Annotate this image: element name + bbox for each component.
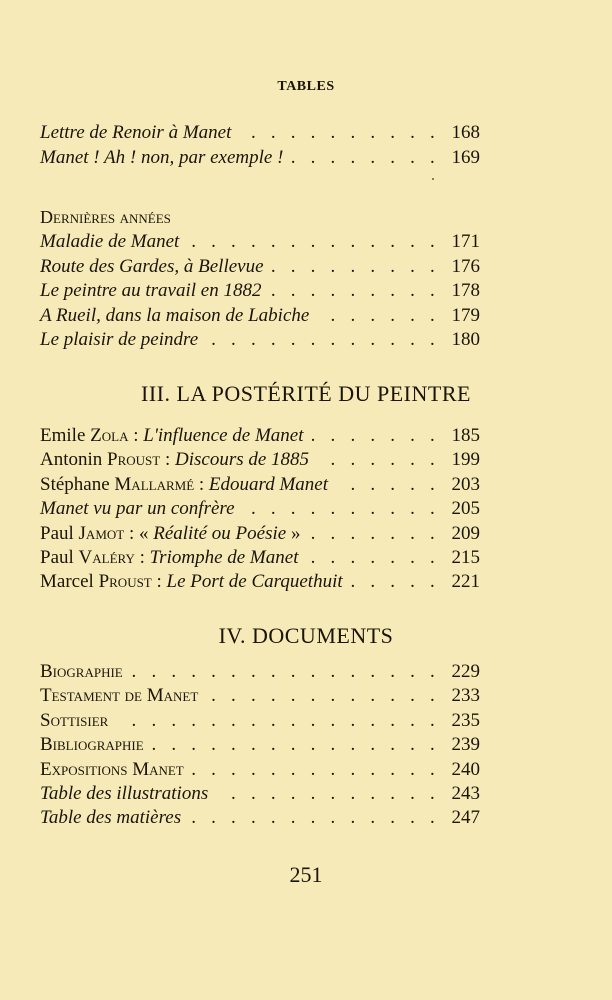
toc-entry-title-part: : bbox=[194, 473, 209, 495]
toc-entry bbox=[40, 328, 480, 352]
toc-entry-title-part: Bibliographie bbox=[40, 734, 144, 756]
toc-entry-title-part: Biographie bbox=[40, 661, 123, 682]
part-heading-posterite: III. LA POSTÉRITÉ DU PEINTRE bbox=[141, 381, 471, 406]
toc-entry-title-part: : bbox=[151, 571, 167, 593]
dot-leader bbox=[336, 473, 440, 497]
dot-leader bbox=[189, 806, 440, 830]
dot-leader bbox=[269, 279, 440, 303]
dot-leader bbox=[317, 448, 440, 472]
toc-entry-title-part: Jamot bbox=[78, 522, 125, 544]
dot-leader bbox=[206, 684, 440, 708]
toc-entry-page-number: 176 bbox=[451, 255, 480, 277]
toc-entry-title-part: Antonin bbox=[40, 449, 108, 471]
toc-entry-title-part: Discours de 1885 bbox=[175, 449, 310, 471]
toc-entry-page-number: 243 bbox=[451, 783, 480, 804]
toc-entry bbox=[40, 230, 480, 254]
toc-entry-page-number: 199 bbox=[451, 449, 480, 471]
section-heading-dernieres-annees: Dernières années bbox=[40, 207, 171, 227]
dot-leader bbox=[243, 497, 440, 521]
toc-entry bbox=[40, 473, 480, 497]
toc-entry-title-part: Triomphe de Manet bbox=[149, 547, 299, 568]
toc-entry-page-number: 203 bbox=[451, 473, 480, 495]
toc-entry-title-part: Valéry bbox=[78, 547, 135, 568]
toc-entry-title bbox=[40, 146, 283, 170]
dot-leader bbox=[306, 546, 440, 570]
toc-entry-title-part: : bbox=[160, 449, 175, 471]
toc-entry-page-number: 240 bbox=[451, 758, 480, 780]
toc-entry-title bbox=[40, 473, 328, 497]
toc-entry bbox=[40, 448, 480, 472]
toc-entry-title-part: Paul bbox=[40, 547, 79, 568]
dot-leader bbox=[152, 733, 440, 757]
toc-entry-title-part: : bbox=[134, 547, 150, 568]
dot-leader bbox=[312, 424, 441, 448]
toc-entry bbox=[40, 546, 480, 570]
toc-entry-title-part: Stéphane bbox=[40, 473, 115, 495]
toc-entry-title-part: Testament de Manet bbox=[40, 685, 199, 707]
toc-entry bbox=[40, 806, 480, 830]
toc-entry-title bbox=[40, 522, 300, 546]
toc-entry-page-number: 205 bbox=[451, 498, 480, 520]
toc-entry-title-part: Paul bbox=[40, 522, 79, 544]
toc-entry-title-part: Marcel bbox=[40, 571, 99, 593]
toc-entry-title-part: : « bbox=[124, 522, 154, 544]
toc-entry-title bbox=[40, 279, 261, 303]
toc-entry-title bbox=[40, 328, 198, 352]
toc-entry-title bbox=[40, 121, 231, 145]
toc-entry-title-part: Table des matières bbox=[40, 807, 182, 829]
toc-entry bbox=[40, 279, 480, 303]
toc-entry-title bbox=[40, 230, 179, 254]
toc-entry-title bbox=[40, 660, 123, 684]
ornament-dot bbox=[432, 178, 434, 180]
dot-leader bbox=[131, 660, 440, 684]
toc-entry-title-part: Manet vu par un confrère bbox=[40, 498, 235, 520]
toc-entry-title-part: Le Port de Carquethuit bbox=[166, 571, 343, 593]
toc-entry-title bbox=[40, 782, 208, 806]
dot-leader bbox=[192, 758, 440, 782]
toc-entry bbox=[40, 733, 480, 757]
dot-leader bbox=[216, 782, 440, 806]
toc-entry-title-part: Table des illustrations bbox=[40, 783, 209, 804]
toc-entry-page-number: 229 bbox=[451, 661, 480, 682]
toc-entry-page-number: 168 bbox=[451, 122, 480, 143]
toc-entry-title bbox=[40, 304, 309, 328]
toc-entry-title bbox=[40, 806, 181, 830]
toc-entry-title-part: Edouard Manet bbox=[208, 473, 329, 495]
page-number: 251 bbox=[289, 862, 323, 887]
toc-entry-page-number: 215 bbox=[451, 547, 480, 568]
toc-entry-title bbox=[40, 570, 343, 594]
toc-entry-title bbox=[40, 448, 309, 472]
toc-entry bbox=[40, 684, 480, 708]
toc-entry-title bbox=[40, 424, 304, 448]
dot-leader bbox=[317, 304, 440, 328]
toc-entry bbox=[40, 570, 480, 594]
toc-entry-title-part: Réalité ou Poésie bbox=[153, 522, 287, 544]
toc-entry-title-part: Manet ! Ah ! non, par exemple ! bbox=[40, 146, 284, 168]
toc-entry-title bbox=[40, 546, 298, 570]
toc-entry bbox=[40, 522, 480, 546]
toc-entry-page-number: 185 bbox=[451, 425, 480, 446]
toc-entry-title-part: Route des Gardes, à Bellevue bbox=[40, 255, 264, 277]
toc-entry-title bbox=[40, 497, 235, 521]
dot-leader bbox=[351, 570, 440, 594]
toc-entry-title-part: Mallarmé bbox=[114, 473, 195, 495]
dot-leader bbox=[308, 522, 440, 546]
toc-entry-title bbox=[40, 709, 108, 733]
dot-leader bbox=[206, 328, 440, 352]
toc-entry-page-number: 178 bbox=[451, 280, 480, 301]
toc-entry-title-part: » bbox=[286, 522, 301, 544]
toc-entry-title-part: Proust bbox=[98, 571, 152, 593]
toc-entry-page-number: 169 bbox=[451, 146, 480, 168]
toc-entry bbox=[40, 660, 480, 684]
dot-leader bbox=[272, 255, 440, 279]
running-head: TABLES bbox=[277, 79, 335, 94]
toc-entry bbox=[40, 758, 480, 782]
toc-entry-title bbox=[40, 758, 184, 782]
part-heading-documents: IV. DOCUMENTS bbox=[218, 623, 394, 648]
toc-entry-page-number: 171 bbox=[451, 231, 480, 252]
toc-entry-title-part: L'influence de Manet bbox=[143, 425, 304, 446]
toc-entry-title-part: Sottisier bbox=[40, 709, 109, 731]
dot-leader bbox=[116, 709, 440, 733]
toc-entry-title-part: Emile bbox=[40, 425, 91, 446]
toc-entry-title-part: : bbox=[128, 425, 144, 446]
toc-entry bbox=[40, 304, 480, 328]
toc-entry-title-part: Proust bbox=[107, 449, 161, 471]
toc-entry-title-part: Le peintre au travail en 1882 bbox=[40, 280, 262, 301]
toc-entry bbox=[40, 424, 480, 448]
toc-entry-page-number: 221 bbox=[451, 571, 480, 593]
toc-entry-title bbox=[40, 684, 198, 708]
toc-entry-page-number: 179 bbox=[451, 304, 480, 326]
toc-entry bbox=[40, 709, 480, 733]
toc-entry-title-part: Maladie de Manet bbox=[40, 231, 180, 252]
toc-entry-page-number: 235 bbox=[451, 709, 480, 731]
toc-entry-page-number: 233 bbox=[451, 685, 480, 707]
toc-entry bbox=[40, 782, 480, 806]
toc-entry-title-part: A Rueil, dans la maison de Labiche bbox=[40, 304, 310, 326]
toc-entry-page-number: 239 bbox=[451, 734, 480, 756]
toc-entry bbox=[40, 255, 480, 279]
toc-entry-page-number: 180 bbox=[451, 329, 480, 350]
toc-entry-title bbox=[40, 255, 264, 279]
dot-leader bbox=[291, 146, 440, 170]
toc-entry-title-part: Expositions Manet bbox=[40, 758, 184, 780]
dot-leader bbox=[239, 121, 440, 145]
toc-entry bbox=[40, 497, 480, 521]
toc-entry-title-part: Lettre de Renoir à Manet bbox=[40, 122, 232, 143]
toc-entry bbox=[40, 121, 480, 145]
toc-entry-page-number: 247 bbox=[451, 807, 480, 829]
toc-entry-page-number: 209 bbox=[451, 522, 480, 544]
toc-entry-title-part: Le plaisir de peindre bbox=[40, 329, 199, 350]
dot-leader bbox=[187, 230, 440, 254]
toc-entry-title bbox=[40, 733, 144, 757]
toc-entry-title-part: Zola bbox=[90, 425, 129, 446]
toc-entry bbox=[40, 146, 480, 170]
